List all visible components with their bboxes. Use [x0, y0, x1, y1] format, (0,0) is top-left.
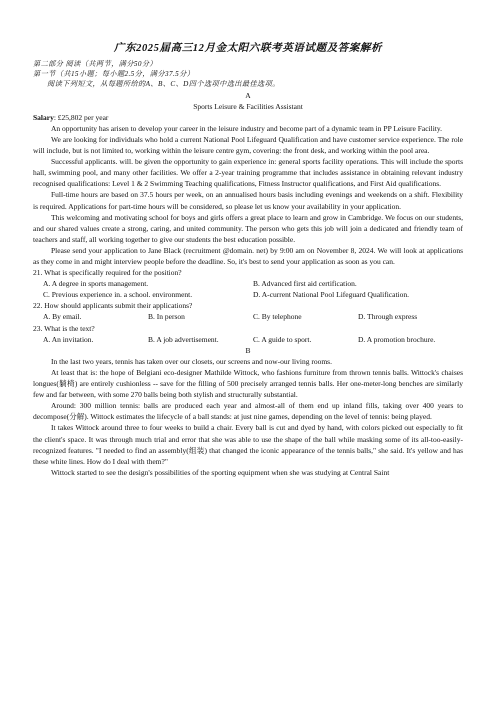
passage-a-label: A — [245, 90, 251, 100]
question-22-options — [33, 311, 463, 322]
passage-a-paragraph: Full-time hours are based on 37.5 hours per week, on an annualised hours basis including evenings and weekends on a shift. Flexibility is required. Applications for part-time hours will be considered, so please let us know your availability in your application. — [33, 190, 463, 211]
option-b: B. A job advertisement. — [148, 334, 219, 344]
section-instruction-1: 第二部分 阅读（共两节，满分50分） — [33, 60, 157, 68]
question-22-stem: 22. How should applicants submit their applications? — [33, 301, 193, 311]
passage-b-paragraph: It takes Wittock around three to four weeks to build a chair. Every ball is cut and dyed by hand, with colors picked out especially to fit the client's space. It was through much trial and error that she was able to use the shape of the ball while masking some of its all-too-easily-recognized features. "I needed to find an assembly(组装) that changed the iconic appearance of the tennis balls," she said. It's yellow and has these white lines. How do I deal with them?" — [33, 423, 463, 466]
passage-a-paragraph: We are looking for individuals who hold a current National Pool Lifeguard Qualification and have customer service experience. The role will include, but is not limited to, working within the leisure centre gym, covering: the front desk, and working within the pool area. — [33, 134, 463, 156]
passage-a-paragraph: An opportunity has arisen to develop your career in the leisure industry and become part of a dynamic team in PP Leisure Facility. — [51, 123, 442, 133]
option-a: A. By email. — [43, 312, 82, 322]
option-c: C. Previous experience in. a school. environment. — [43, 290, 193, 300]
section-instruction-3: 阅读下列短文，从每题所给的A、B、C、D四个选项中选出最佳选项。 — [47, 80, 280, 89]
passage-a-paragraph: This welcoming and motivating school for boys and girls offers a great place to learn and grow in Cambridge. We focus on our students, and our shared values create a strong, caring, and united community. The person who gets this job will join a dedicated and friendly team of teachers and staff, all working together to give our students the best education possible. — [33, 212, 463, 244]
salary-label: Salary — [33, 112, 54, 122]
passage-b-paragraph: At least that is: the hope of Belgiani eco-designer Mathilde Wittock, who fashions furniture from thrown tennis balls. Wittock's chaises longues(躺椅) are entirely cushionless -- save for the filling of 500 precisely arranged tennis balls. Her one-meter-long benches are similarly few and far between, with some 270 balls being both stylish and structurally substantial. — [33, 367, 463, 400]
option-d: D. A promotion brochure. — [358, 334, 436, 344]
question-21-stem: 21. What is specifically required for the position? — [33, 268, 182, 278]
document-title: 广东2025届高三12月金太阳六联考英语试题及答案解析 — [113, 43, 383, 54]
salary-line — [33, 112, 463, 123]
option-a: A. A degree in sports management. — [43, 279, 149, 289]
question-23-stem: 23. What is the text? — [33, 323, 95, 333]
passage-b-paragraph: Around: 300 million tennis: balls are produced each year and almost-all of them end up inland fills, taking over 400 years to decompose(分解). Wittock estimates the lifecycle of a ball stands: at just nine games, depending on the level of tennis: being played. — [33, 401, 463, 422]
question-23-options — [33, 334, 463, 345]
salary-value: : £25,802 per year — [53, 112, 109, 122]
passage-a-paragraph: Successful applicants. will. be given the opportunity to gain experience in: general sports facility operations. This will include the sports hall, swimming pool, and many other facilities. We offer a 2-year training programme that includes assistance in obtaining relevant industry recognised qualifications: Level 1 & 2 Swimming Teaching qualifications, Fitness Instructor qualifications, and First Aid qualifications. — [33, 157, 463, 189]
passage-b-paragraph: In the last two years, tennis has taken over our closets, our screens and now-our living rooms. — [51, 356, 332, 366]
question-21-options-row-2 — [33, 289, 463, 300]
passage-b-label: B — [245, 345, 251, 355]
passage-a-paragraph: Please send your application to Jane Black (recruitment @domain. net) by 9:00 am on November 8, 2024. We will look at applications as they come in and might interview people before the deadline. So, it's best to send your application as soon as you can. — [33, 245, 463, 267]
option-d: D. Through express — [358, 312, 418, 322]
option-d: D. A-current National Pool Lifeguard Qualification. — [253, 290, 409, 300]
option-a: A. An invitation. — [43, 334, 94, 344]
option-b: B. In person — [148, 312, 185, 322]
option-c: C. A guide to sport. — [253, 334, 312, 344]
question-21-options — [33, 278, 463, 289]
option-b: B. Advanced first aid certification. — [253, 279, 357, 289]
option-c: C. By telephone — [253, 312, 302, 322]
passage-b-paragraph: Wittock started to see the design's possibilities of the sporting equipment when she was studying at Central Saint — [51, 467, 390, 477]
section-instruction-2: 第一节（共15小题；每小题2.5分，满分37.5分） — [33, 70, 195, 79]
passage-a-heading: Sports Leisure & Facilities Assistant — [193, 101, 303, 111]
